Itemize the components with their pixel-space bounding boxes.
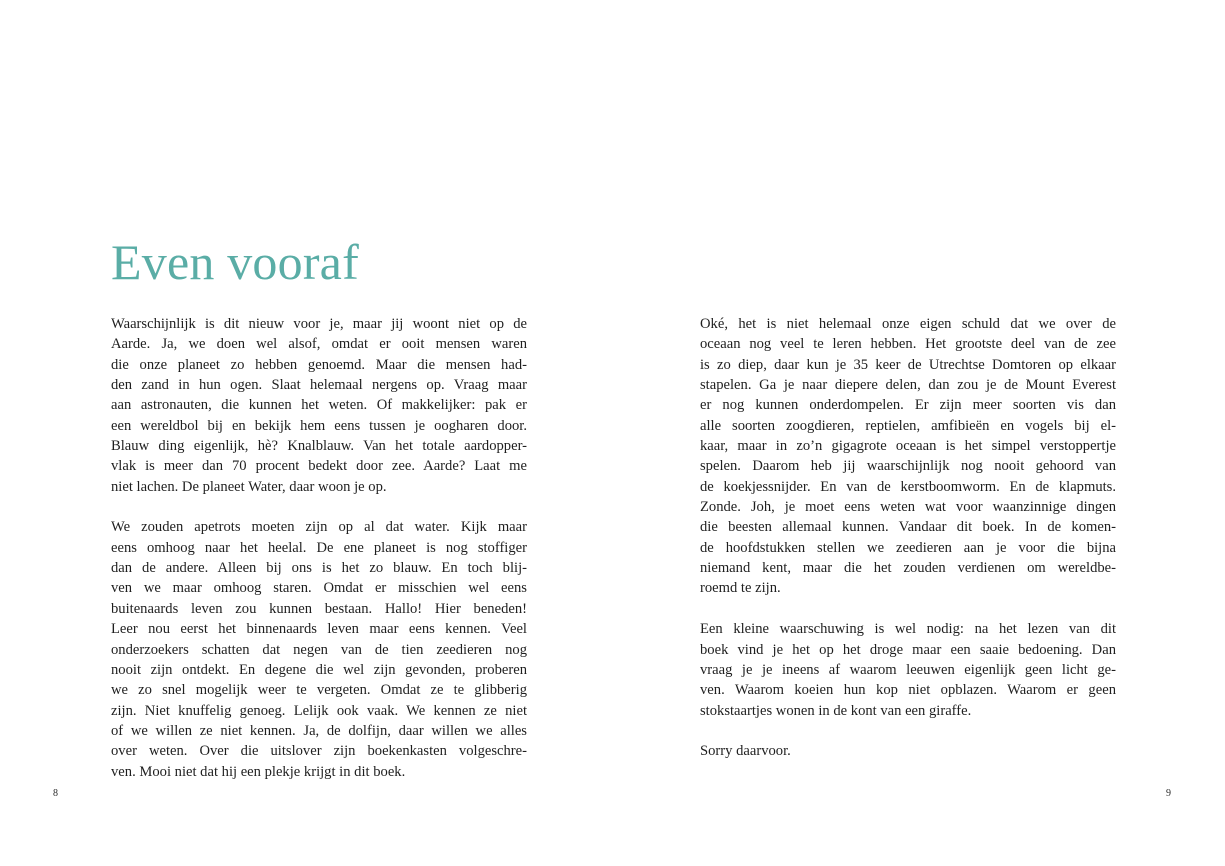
text-line: die beesten allemaal kunnen. Vandaar dit boek. In de komen- bbox=[700, 519, 1116, 536]
text-line: buitenaards leven zou kunnen bestaan. Hallo! Hier beneden! bbox=[111, 600, 527, 617]
paragraph bbox=[111, 314, 527, 497]
text-line: de koekjessnijder. En van de kerstboomworm. En de klapmuts. bbox=[700, 478, 1116, 495]
paragraph bbox=[111, 517, 527, 781]
chapter-title: Even vooraf bbox=[111, 234, 359, 290]
text-line: is zo diep, daar kun je 35 keer de Utrechtse Domtoren op elkaar bbox=[700, 356, 1116, 373]
page-number-right: 9 bbox=[1166, 788, 1171, 799]
text-line: of we willen ze niet kennen. Ja, de dolfijn, daar willen we alles bbox=[111, 722, 527, 739]
left-page bbox=[0, 0, 612, 866]
text-line: over weten. Over die uitslover zijn boekenkasten volgeschre- bbox=[111, 743, 527, 760]
text-line: We zouden apetrots moeten zijn op al dat water. Kijk maar bbox=[111, 519, 527, 536]
text-line: stapelen. Ga je naar diepere delen, dan zou je de Mount Everest bbox=[700, 377, 1116, 394]
text-line: vraag je je ineens af waarom leeuwen eigenlijk geen licht ge- bbox=[700, 661, 1116, 678]
text-line: aan astronauten, die kunnen het weten. Of makkelijker: pak er bbox=[111, 397, 527, 414]
text-line: ven. Waarom koeien hun kop niet opblazen. Waarom er geen bbox=[700, 682, 1116, 699]
text-line: ven we maar omhoog staren. Omdat er misschien wel eens bbox=[111, 580, 527, 597]
right-page bbox=[612, 0, 1225, 866]
text-line: vlak is meer dan 70 procent bedekt door zee. Aarde? Laat me bbox=[111, 458, 527, 475]
text-line: onderzoekers schatten dat negen van de tien zeedieren nog bbox=[111, 641, 527, 658]
text-line: Waarschijnlijk is dit nieuw voor je, maar jij woont niet op de bbox=[111, 316, 527, 332]
paragraph bbox=[700, 314, 1116, 599]
text-line: nooit zijn ontdekt. En degene die wel zijn gevonden, proberen bbox=[111, 661, 527, 678]
text-line: kaar, maar in zo’n gigagrote oceaan is het simpel verstoppertje bbox=[700, 438, 1116, 455]
text-line: dan de andere. Alleen bij ons is het zo blauw. En toch blij- bbox=[111, 560, 527, 577]
text-line: Oké, het is niet helemaal onze eigen schuld dat we over de bbox=[700, 316, 1116, 332]
text-line: een wereldbol bij en bekijk hem eens tussen je oogharen door. bbox=[111, 417, 527, 434]
text-line: oceaan nog veel te leren hebben. Het grootste deel van de zee bbox=[700, 336, 1116, 353]
text-line: niet lachen. De planeet Water, daar woon je op. bbox=[111, 478, 387, 495]
text-line: Leer nou eerst het binnenaards leven maar eens kennen. Veel bbox=[111, 621, 527, 638]
paragraph bbox=[700, 741, 1116, 761]
text-line: spelen. Daarom heb jij waarschijnlijk nog nooit gehoord van bbox=[700, 458, 1116, 475]
text-line: roemd te zijn. bbox=[700, 580, 781, 597]
right-text-column bbox=[700, 314, 1116, 782]
text-line: de hoofdstukken stellen we zeedieren aan je voor die bijna bbox=[700, 539, 1116, 556]
text-line: Sorry daarvoor. bbox=[700, 743, 791, 760]
text-line: ven. Mooi niet dat hij een plekje krijgt in dit boek. bbox=[111, 763, 406, 780]
text-line: eens omhoog naar het heelal. De ene planeet is nog stoffiger bbox=[111, 539, 527, 556]
text-line: den zand in hun ogen. Slaat helemaal nergens op. Vraag maar bbox=[111, 377, 527, 394]
page-number-left: 8 bbox=[53, 788, 58, 799]
text-line: we zo snel mogelijk weer te vergeten. Omdat ze te glibberig bbox=[111, 682, 527, 699]
text-line: zijn. Niet knuffelig genoeg. Lelijk ook vaak. We kennen ze niet bbox=[111, 702, 527, 719]
text-line: Blauw ding eigenlijk, hè? Knalblauw. Van het totale aardopper- bbox=[111, 438, 527, 455]
text-line: er nog kunnen onderdompelen. Er zijn meer soorten vis dan bbox=[700, 397, 1116, 414]
left-text-column bbox=[111, 314, 527, 802]
text-line: Aarde. Ja, we doen wel alsof, omdat er ooit mensen waren bbox=[111, 336, 527, 353]
text-line: die onze planeet zo hebben genoemd. Maar die mensen had- bbox=[111, 356, 527, 373]
text-line: alle soorten zoogdieren, reptielen, amfibieën en vogels bij el- bbox=[700, 417, 1116, 434]
text-line: Een kleine waarschuwing is wel nodig: na het lezen van dit bbox=[700, 621, 1116, 638]
text-line: Zonde. Joh, je moet eens weten wat voor waanzinnige dingen bbox=[700, 499, 1116, 516]
text-line: stokstaartjes wonen in de kont van een giraffe. bbox=[700, 702, 972, 719]
text-line: niemand kent, maar die het zouden verdienen om wereldbe- bbox=[700, 560, 1116, 577]
paragraph bbox=[700, 619, 1116, 721]
text-line: boek vind je het op het droge maar een saaie bedoening. Dan bbox=[700, 641, 1116, 658]
